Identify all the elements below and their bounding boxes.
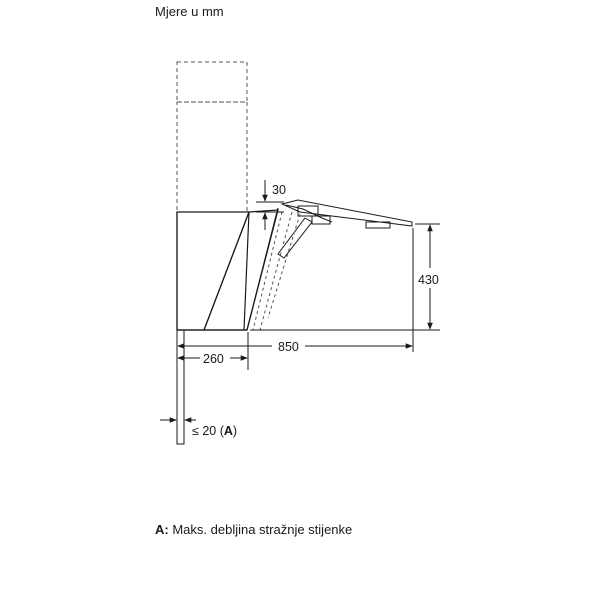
legend-text: Maks. debljina stražnje stijenke	[172, 522, 353, 537]
legend-marker: A:	[155, 522, 169, 537]
chimney-outline	[177, 62, 247, 212]
depth-dimension-label: 850	[278, 340, 299, 354]
height-dimension	[250, 224, 440, 330]
wall-thickness-label: ≤ 20 (A)	[192, 424, 238, 438]
gap-dimension-label: 30	[272, 183, 286, 197]
wall-offset-label: 260	[203, 352, 224, 366]
height-dimension-label: 430	[418, 273, 439, 287]
rear-wall	[177, 330, 184, 444]
open-flap	[278, 200, 412, 258]
units-note: Mjere u mm	[155, 4, 224, 19]
legend-note	[155, 522, 352, 537]
hood-body	[177, 208, 278, 330]
swing-path	[253, 212, 300, 330]
